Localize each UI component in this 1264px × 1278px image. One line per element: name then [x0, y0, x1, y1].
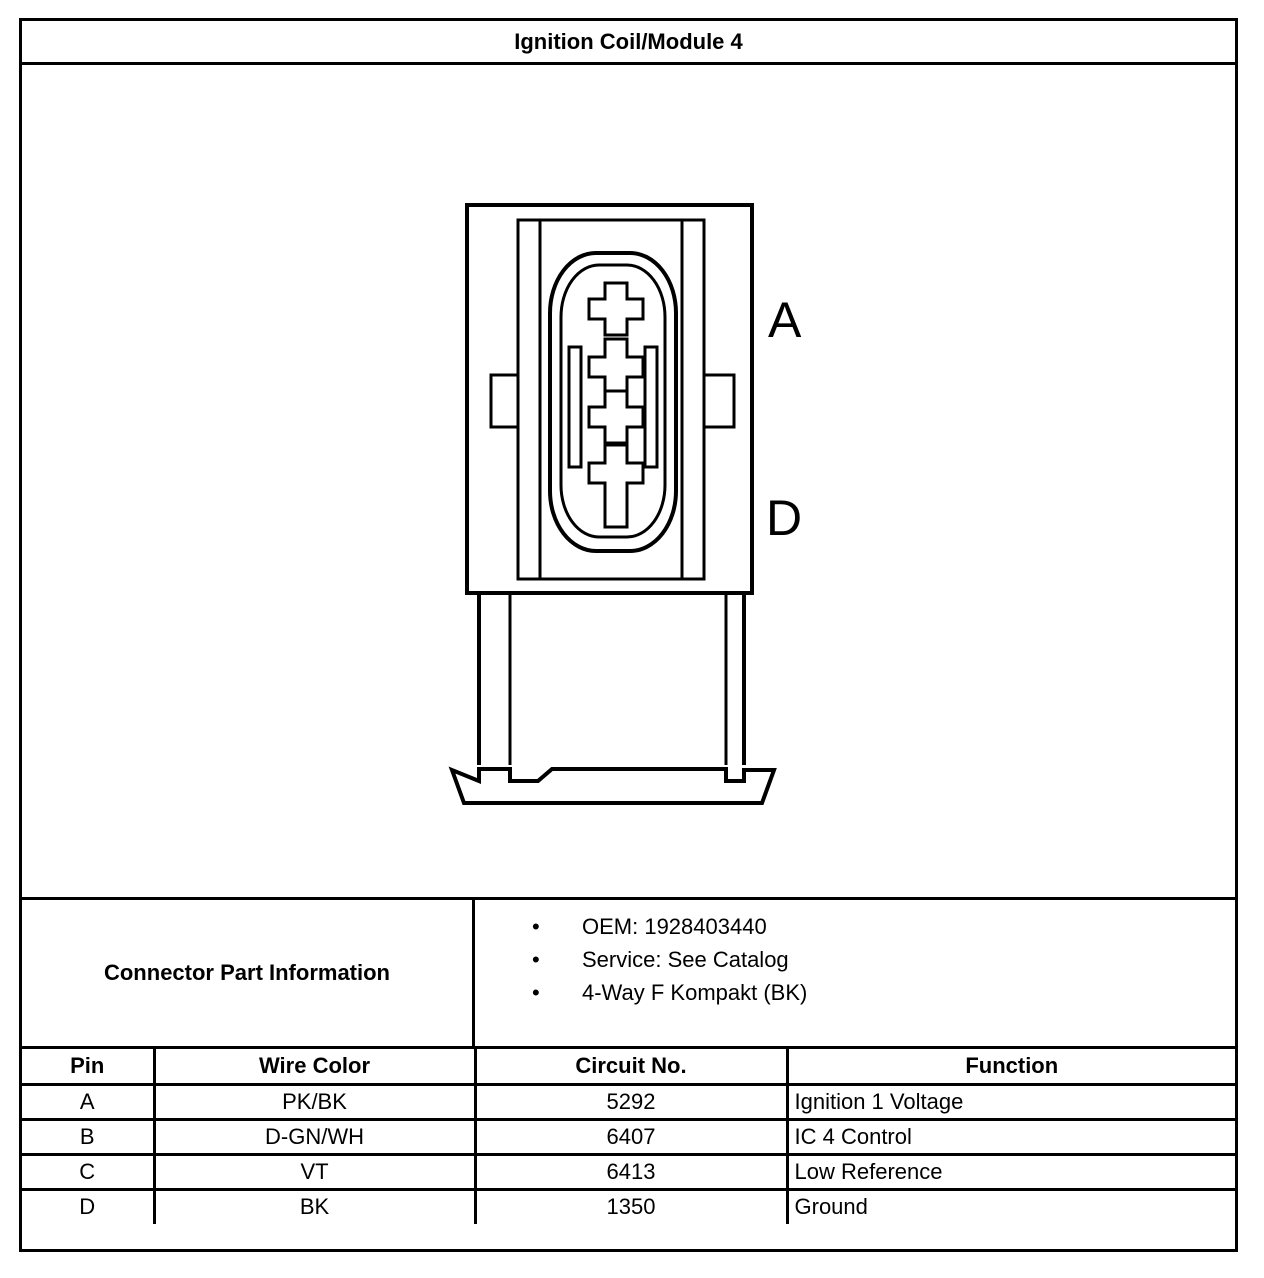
connector-part-info-label: Connector Part Information	[22, 900, 475, 1046]
right-latch	[704, 375, 734, 427]
info-item-type	[475, 976, 1235, 1009]
housing-outline	[467, 205, 752, 593]
header-wire-color: Wire Color	[154, 1049, 475, 1084]
guide-rail-left	[569, 347, 581, 467]
pin-label-d: D	[766, 490, 803, 546]
connector-diagram	[22, 65, 1235, 897]
page-title: Ignition Coil/Module 4	[22, 21, 1235, 65]
guide-rail-right	[645, 347, 657, 467]
circuit-cell: 1350	[475, 1189, 787, 1224]
connector-sheet	[19, 18, 1238, 1252]
terminal-a	[589, 283, 643, 335]
table-row	[22, 1154, 1235, 1189]
info-item-text: 4-Way F Kompakt (BK)	[582, 980, 808, 1005]
header-pin: Pin	[22, 1049, 154, 1084]
left-latch	[491, 375, 518, 427]
header-function: Function	[787, 1049, 1235, 1084]
connector-part-info-list	[475, 900, 1235, 1056]
wire-color-cell: D-GN/WH	[154, 1119, 475, 1154]
terminal-c	[589, 391, 643, 443]
pin-cell: D	[22, 1189, 154, 1224]
info-item-service	[475, 943, 1235, 976]
function-cell: IC 4 Control	[787, 1119, 1235, 1154]
bullet-icon: •	[532, 947, 540, 972]
wire-color-cell: PK/BK	[154, 1084, 475, 1119]
wire-color-cell: VT	[154, 1154, 475, 1189]
bullet-icon: •	[532, 914, 540, 939]
circuit-cell: 5292	[475, 1084, 787, 1119]
header-circuit-no: Circuit No.	[475, 1049, 787, 1084]
circuit-cell: 6413	[475, 1154, 787, 1189]
cavity-inner	[561, 265, 665, 537]
table-row	[22, 1119, 1235, 1154]
base-foot	[452, 769, 774, 803]
pin-table	[22, 1049, 1235, 1224]
terminal-b	[589, 339, 643, 391]
pin-table-header	[22, 1049, 1235, 1084]
bullet-icon: •	[532, 980, 540, 1005]
terminal-d	[589, 445, 643, 527]
info-item-text: Service: See Catalog	[582, 947, 789, 972]
connector-part-info	[22, 897, 1235, 1049]
connector-face-drawing	[22, 65, 1235, 897]
function-cell: Ignition 1 Voltage	[787, 1084, 1235, 1119]
pin-cell: A	[22, 1084, 154, 1119]
function-cell: Ground	[787, 1189, 1235, 1224]
wire-color-cell: BK	[154, 1189, 475, 1224]
pin-cell: B	[22, 1119, 154, 1154]
info-item-text: OEM: 1928403440	[582, 914, 767, 939]
table-row	[22, 1189, 1235, 1224]
info-item-oem	[475, 910, 1235, 943]
table-row	[22, 1084, 1235, 1119]
function-cell: Low Reference	[787, 1154, 1235, 1189]
circuit-cell: 6407	[475, 1119, 787, 1154]
pin-cell: C	[22, 1154, 154, 1189]
pin-label-a: A	[768, 292, 802, 348]
